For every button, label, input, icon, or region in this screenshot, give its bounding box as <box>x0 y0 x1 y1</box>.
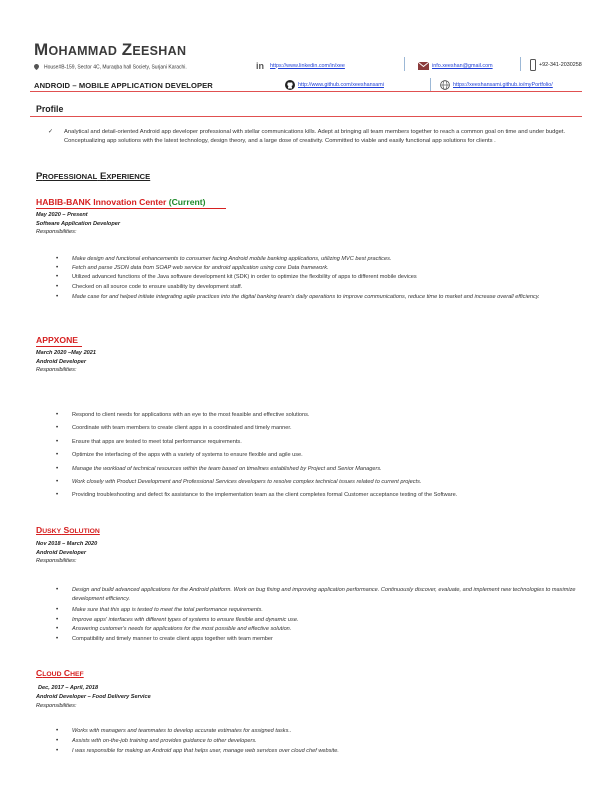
location-pin-icon <box>34 64 39 70</box>
phone-icon <box>530 59 536 71</box>
responsibility-list <box>56 256 586 302</box>
current-badge: (Current) <box>168 197 206 207</box>
company-name: APPXONE <box>36 335 79 345</box>
list-item: • Works with managers and teammates to develop accurate estimates for assigned tasks.. <box>56 728 586 734</box>
email-contact[interactable] <box>418 62 493 70</box>
list-item: • Manage the workload of technical resources within the team based on timelines established by Project and Senior Managers. <box>56 466 586 472</box>
email-icon <box>418 62 429 70</box>
list-item: • Answering customer's needs for applications for the most possible and effective solution. <box>56 626 586 632</box>
list-item: • Optimize the interfacing of the apps with a variety of systems to ensure flexible and agile use. <box>56 452 586 458</box>
svg-text:in: in <box>256 61 264 70</box>
linkedin-icon <box>256 61 267 70</box>
job-meta: Dec, 2017 – April, 2018 <box>38 685 99 691</box>
email-link[interactable]: info.xeeshan@gmail.com <box>432 63 493 69</box>
portfolio-link[interactable]: https://xeeshansami.github.io/myPortfolio/ <box>453 82 553 88</box>
job-meta: March 2020 –May 2021 Android Developer Responsibilities: <box>36 350 97 374</box>
github-contact[interactable] <box>285 80 384 90</box>
responsibility-list <box>56 412 586 498</box>
list-item: • Design and build advanced applications for the Android platform. Work on bug fixing and improving application performance. Continuously discover, evaluate, and implement new technologies to maximize development efficiency. <box>56 586 586 604</box>
list-item: • Fetch and parse JSON data from SOAP web service for android application using core Data framework. <box>56 265 586 271</box>
company-name: HABIB-BANK Innovation Center (Current) <box>36 197 206 207</box>
list-item: • I was responsible for making an Android app that helps user, manage web services over cloud chef website. <box>56 748 586 754</box>
experience-heading: PROFESSIONAL EXPERIENCE <box>36 171 151 182</box>
company-underline <box>36 346 82 347</box>
header-divider <box>404 57 405 71</box>
phone-contact: +92-341-2030258 <box>530 59 582 71</box>
list-item: • Ensure that apps are tested to meet total performance requirements. <box>56 439 586 445</box>
address: House#B-159, Sector 4C, Muraqba hall Society, Surjani Karachi. <box>34 64 187 70</box>
list-item: • Utilized advanced functions of the Java software development kit (SDK) in order to optimize the flexibility of apps to different mobile devices <box>56 274 586 280</box>
company-underline <box>36 208 226 209</box>
profile-rule <box>30 116 582 117</box>
company-name: CLOUD CHEF <box>36 668 84 678</box>
list-item: • Work closely with Product Development and Professional Services developers to resolve complex technical issues related to current projects. <box>56 479 586 485</box>
list-item: • Providing troubleshooting and defect fix assistance to the implementation team as the client completes formal Customer acceptance testing of the Software. <box>56 492 602 498</box>
linkedin-contact[interactable] <box>256 61 345 70</box>
github-link[interactable]: http://www.github.com/xeeshansami <box>298 82 384 88</box>
responsibility-list <box>56 586 586 642</box>
list-item: • Improve apps' interfaces with different types of systems to ensure flexible and dynamic use. <box>56 617 586 623</box>
job-meta: Nov 2018 – March 2020 Android Developer Responsibilities: <box>36 541 98 565</box>
profile-heading: Profile <box>36 104 64 114</box>
list-item: • Make sure that this app is tested to meet the total performance requirements. <box>56 607 586 613</box>
header-divider <box>430 78 431 92</box>
github-icon <box>285 80 295 90</box>
globe-icon <box>440 80 450 90</box>
job-meta: Android Developer – Food Delivery Service Responsibilities: <box>36 694 151 709</box>
linkedin-link[interactable]: https://www.linkedin.com/in/xee <box>270 62 345 69</box>
check-icon: ✓ <box>48 129 54 135</box>
responsibility-list <box>56 728 586 754</box>
header-rule <box>30 91 582 92</box>
list-item: • Checked on all source code to ensure usability by development staff. <box>56 284 586 290</box>
list-item: • Make design and functional enhancements to consumer facing Android mobile banking applications, utilizing MVC best practices. <box>56 256 586 262</box>
header-divider <box>520 57 521 71</box>
list-item: • Made case for and helped initiate integrating agile practices into the digital banking team's daily operations to improve communications, reduce time to market and increase overall efficiency. <box>56 293 586 302</box>
job-meta: May 2020 – Present Software Application Developer Responsibilities: <box>36 212 121 236</box>
company-name: DUSKY SOLUTION <box>36 525 100 535</box>
list-item: • Coordinate with team members to create client apps in a coordinated and timely manner. <box>56 425 586 431</box>
list-item: • Respond to client needs for applications with an eye to the most feasible and effective solutions. <box>56 412 586 418</box>
list-item: • Compatibility and timely manner to create client apps together with team member <box>56 636 586 642</box>
role-title: ANDROID – MOBILE APPLICATION DEVELOPER <box>34 81 213 90</box>
list-item: • Assists with on-the-job training and provides guidance to other developers. <box>56 738 586 744</box>
portfolio-contact[interactable] <box>440 80 553 90</box>
profile-text: Analytical and detail-oriented Android app developer professional with stellar communications kills. Adept at bringing all team members together to reach a common goal on time and under budget. Conceptualizing app solutions with the latest technology, design theory, and a large dose of creativity. Committed to viable and easily functional app solutions for clients . <box>64 129 566 144</box>
candidate-name: MOHAMMAD ZEESHAN <box>34 40 187 59</box>
